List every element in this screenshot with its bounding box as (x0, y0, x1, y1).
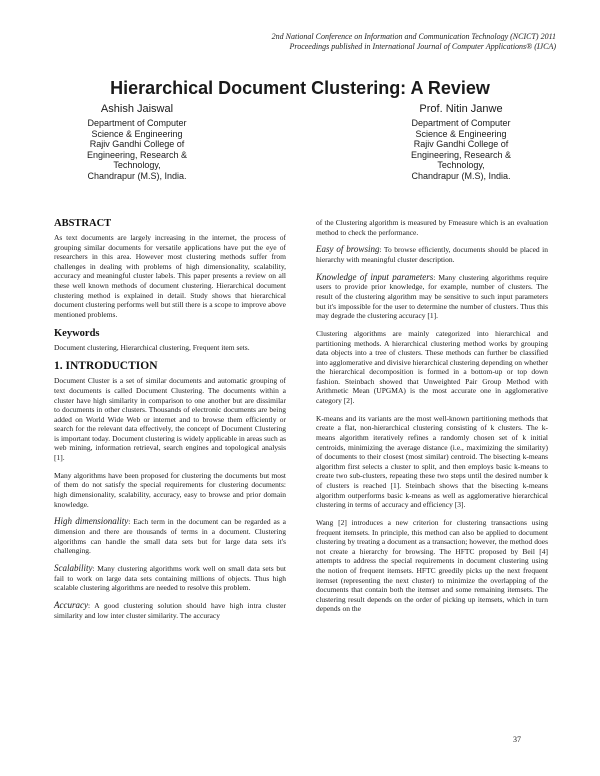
introduction-paragraph-2: Many algorithms have been proposed for clustering the documents but most of them do not satisfy the special requirements for clustering documents: high dimensionality, scalability, accuracy, easy to browse and prior domain knowledge. (54, 470, 286, 509)
knowledge-text: : Many clustering algorithms require users to provide prior knowledge, for example, number of clusters. The result of the clustering algorithm may be sensitive to such input parameters but it's impossible for the user to determine the number of clusters. Thus this may degrade the clustering accuracy [1]. (316, 272, 548, 321)
keywords-heading: Keywords (54, 327, 100, 339)
author-affiliation-line: Technology, (437, 160, 485, 171)
scalability-paragraph (54, 564, 286, 593)
author-block-2 (386, 102, 536, 182)
author-affiliation-line: Engineering, Research & (86, 149, 188, 160)
browsing-term: Easy of browsing (316, 244, 380, 255)
abstract-heading: ABSTRACT (54, 218, 112, 229)
introduction-paragraph-1: Document Cluster is a set of similar documents and automatic grouping of text documents is called Document Clustering. The documents within a cluster have high similarity in comparison to one another but are dissimilar to documents in other clusters. Thousands of electronic documents are being added on World Wide Web or internet and to browse them efficiently or search for the relevant data effectively, the concept of Document Clustering is important today. Document clustering is widely applicable in areas such as web mining, information retrieval, search engines and topological analysis [1]. (54, 376, 286, 463)
scalability-term: Scalability (54, 562, 93, 573)
author-name: Prof. Nitin Janwe (419, 103, 503, 115)
left-column (54, 218, 286, 628)
high-dimensionality-paragraph (54, 517, 286, 555)
accuracy-term: Accuracy (54, 599, 88, 610)
abstract-text: As text documents are largely increasing in the internet, the process of grouping similar documents for versatile applications have put the eye of researchers in this area. However most clustering methods suffer from challenges in dealing with problems of high dimensionality, scalability, accuracy and meaningful cluster labels. This paper presents a review on all these well known methods of document clustering. Hierarchical document clustering method is explained in detail. Study shows that hierarchical document clustering performs well but still there is a scope to improve above mentioned problems. (54, 233, 286, 319)
introduction-heading: 1. INTRODUCTION (54, 360, 158, 373)
high-dimensionality-term: High dimensionality (54, 516, 129, 527)
author-affiliation-line: Department of Computer (411, 118, 511, 128)
conference-header (272, 32, 556, 52)
wang-paragraph: Wang [2] introduces a new criterion for clustering transactions using frequent itemsets. In principle, this method can also be applied to document clustering by treating a document as a transaction; however, the method does not create a hierarchy for browsing. The HFTC proposed by Beil [4] attempts to address the special requirements in document clustering using the notion of frequent itemsets. HFTC greedily picks up the next frequent itemset (representing the next cluster) to minimize the overlapping of the documents that contain both the itemset and some remaining itemsets. The clustering result depends on the order of picking up itemsets, which in turn depends on the (316, 517, 548, 614)
accuracy-paragraph (54, 601, 286, 620)
page-number: 37 (513, 735, 521, 744)
browsing-paragraph (316, 245, 548, 264)
author-affiliation-line: Rajiv Gandhi College of (89, 139, 185, 150)
author-affiliation-line: Engineering, Research & (410, 149, 512, 160)
author-name: Ashish Jaiswal (100, 103, 174, 115)
accuracy-text: : A good clustering solution should have high intra cluster similarity and low inter cluster similarity. The accuracy (54, 600, 286, 620)
knowledge-paragraph (316, 273, 548, 321)
browsing-text: : To browse efficiently, documents should be placed in hierarchy with meaningful cluster description. (316, 245, 549, 264)
author-affiliation-line: Department of Computer (87, 118, 187, 128)
author-affiliation-line: Technology, (113, 160, 161, 171)
author-affiliation-line: Chandrapur (M.S), India. (411, 170, 511, 181)
kmeans-paragraph: K-means and its variants are the most well-known partitioning methods that create a flat, non-hierarchical clustering consisting of k clusters. The k-means algorithm iteratively refines a randomly chosen set of k initial centroids, minimizing the average distance (i.e., maximizing the similarity) of documents to their closest (most similar) centroid. The bisecting k-means algorithm first selects a cluster to split, and then employs basic k-means to create two sub-clusters, repeating these two steps until the desired number k of clusters is reached [1]. Steinbach shows that the bisecting k-means algorithm outperforms basic k-means as well as agglomerative hierarchical clustering in terms of accuracy and efficiency [3]. (316, 413, 548, 510)
scalability-text: : Many clustering algorithms work well on small data sets but fail to work on large data sets containing millions of objects. Thus high scalable clustering algorithms are needed to resolve this problem. (54, 563, 286, 593)
right-column (316, 218, 548, 622)
author-affiliation-line: Rajiv Gandhi College of (413, 139, 509, 150)
keywords-text: Document clustering, Hierarchical clustering, Frequent item sets. (54, 342, 250, 352)
categories-paragraph: Clustering algorithms are mainly categorized into hierarchical and partitioning methods. A hierarchical clustering method works by grouping data objects into a tree of clusters. These methods can further be classified into agglomerative and divisive hierarchical clustering depending on whether the hierarchical decomposition is formed in a bottom-up or top down fashion. Steinbach showed that Unweighted Pair Group Method with Arithmetic Mean (UPGMA) is the most accurate one in agglomerative category [2]. (316, 328, 549, 406)
conference-header-line-2: Proceedings published in International Journal of Computer Applications® (IJCA) (289, 42, 556, 51)
author-affiliation-line: Science & Engineering (415, 128, 507, 139)
paper-title: Hierarchical Document Clustering: A Review (110, 78, 490, 98)
accuracy-continuation: of the Clustering algorithm is measured by Fmeasure which is an evaluation method to check the performance. (316, 218, 548, 237)
author-block-1 (62, 102, 212, 182)
knowledge-term: Knowledge of input parameters (316, 271, 434, 282)
author-affiliation-line: Science & Engineering (91, 128, 183, 139)
author-affiliation-line: Chandrapur (M.S), India. (87, 170, 187, 181)
high-dimensionality-text: : Each term in the document can be regarded as a dimension and there are thousands of terms in a document. Clustering algorithms can handle the small data sets but for large data sets it's challenging. (54, 517, 286, 556)
conference-header-line-1: 2nd National Conference on Information and Communication Technology (NCICT) 2011 (271, 32, 556, 41)
